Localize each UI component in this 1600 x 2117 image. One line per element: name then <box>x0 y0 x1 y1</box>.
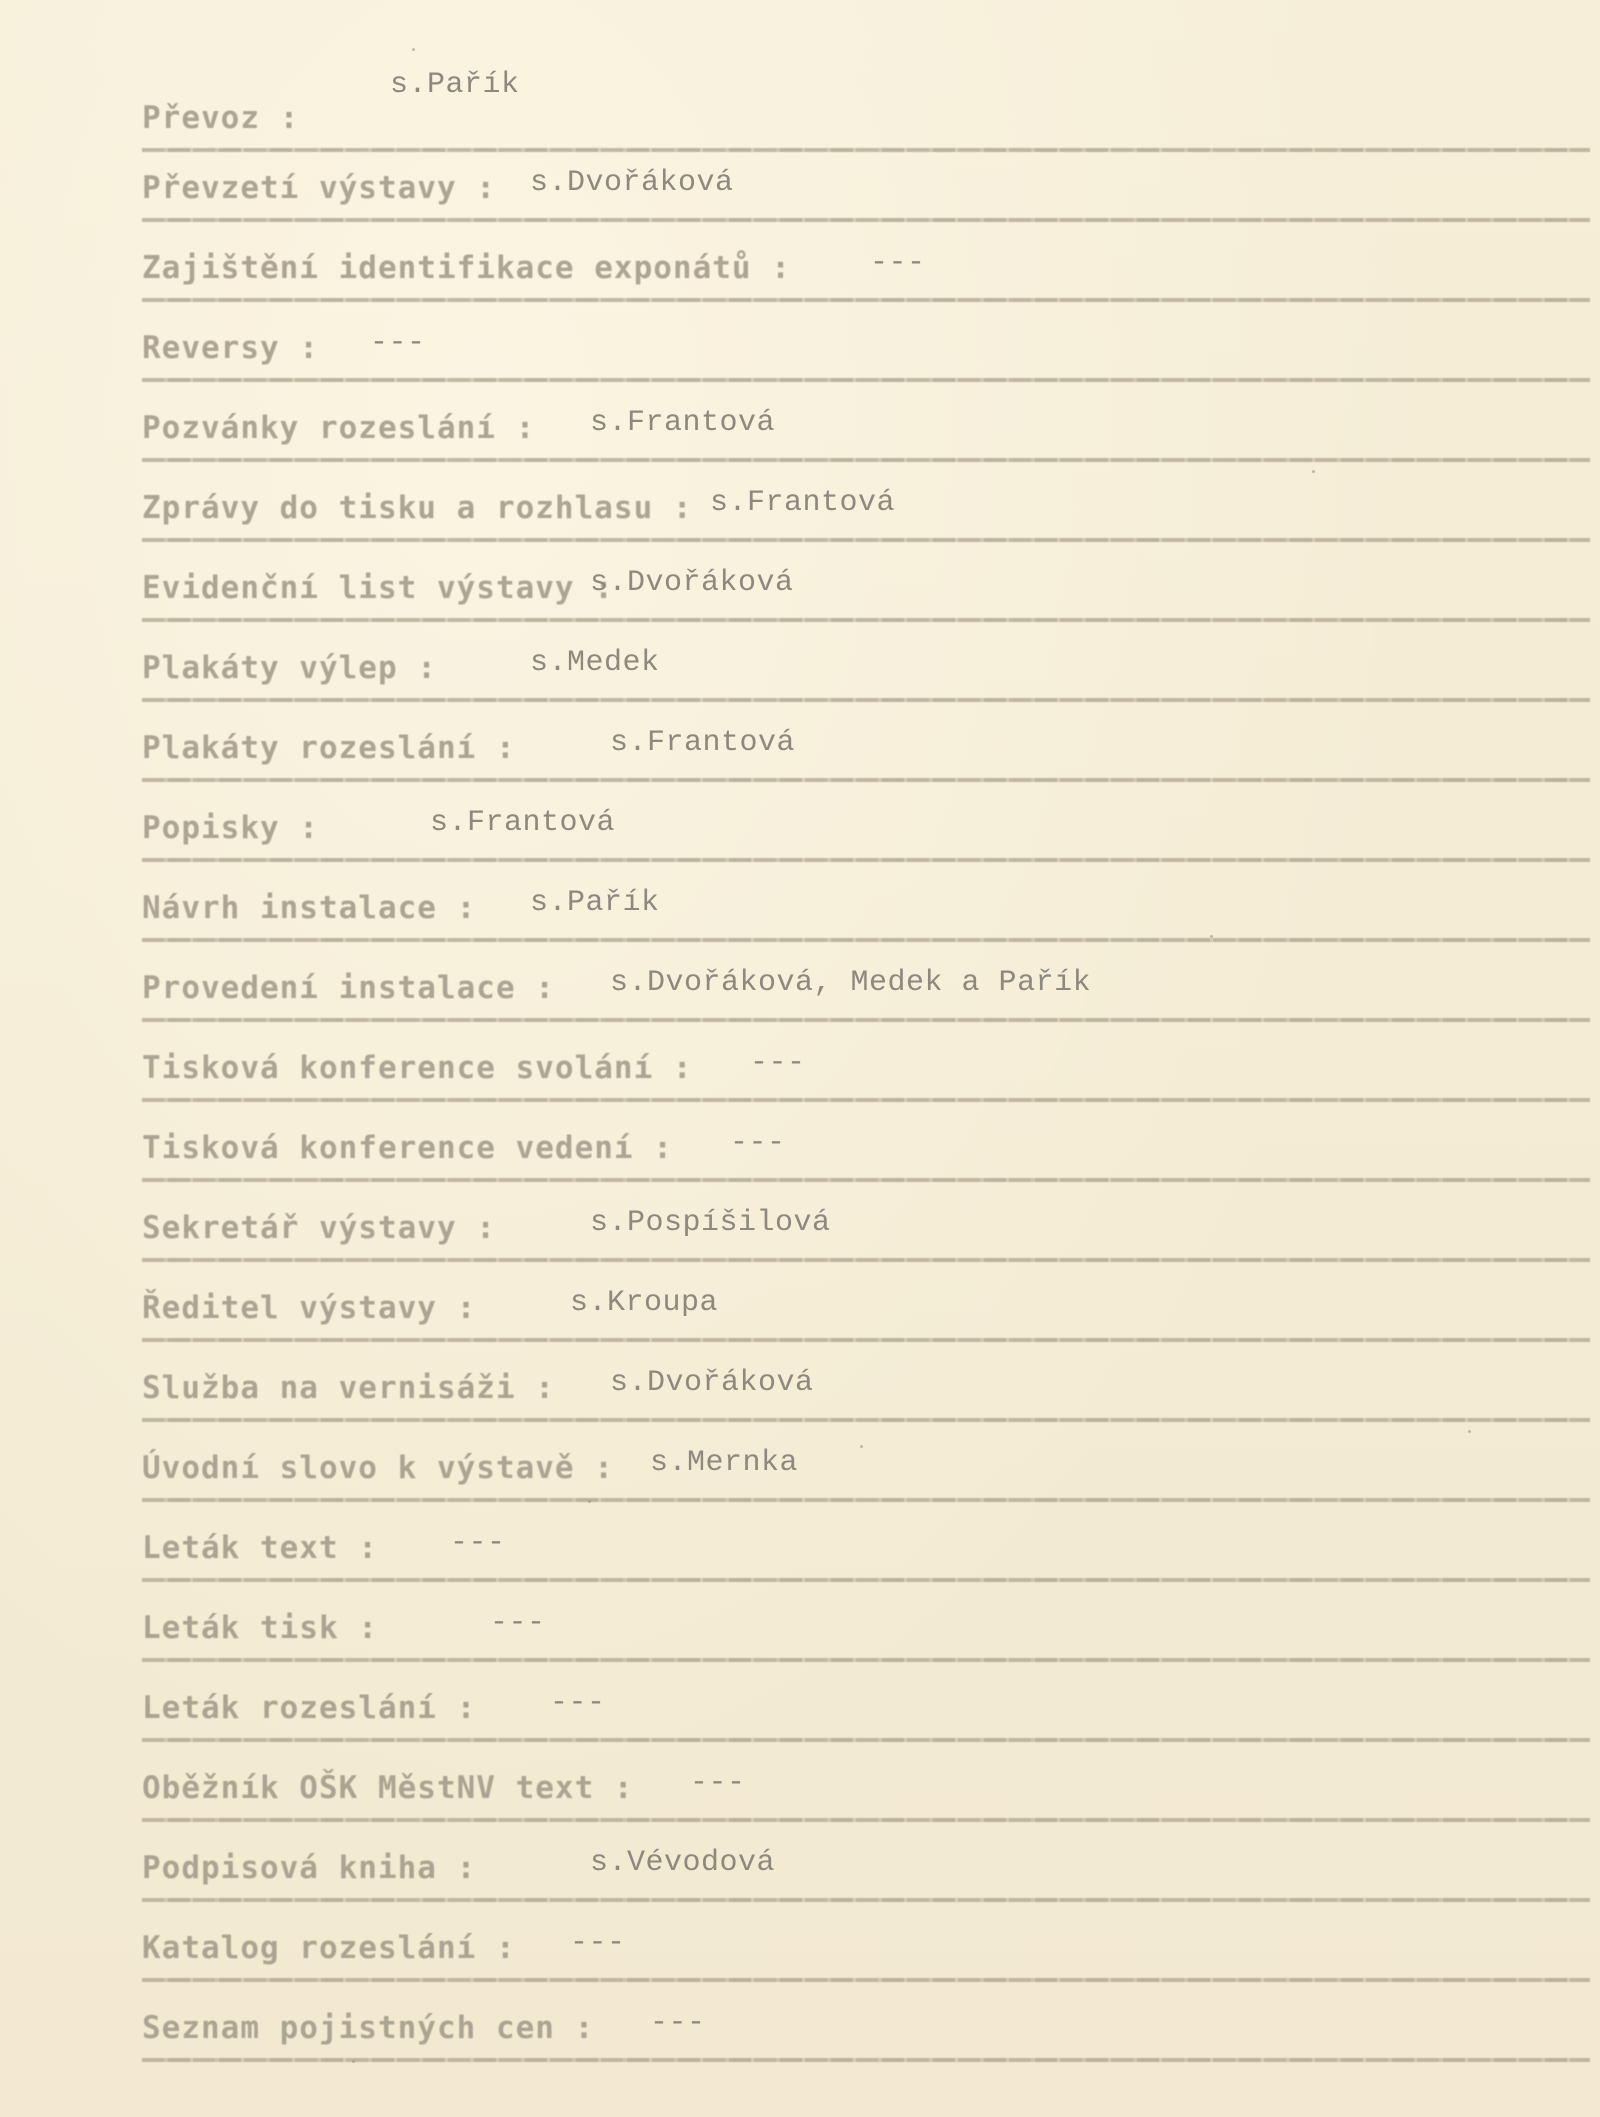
field-value: --- <box>730 1126 786 1160</box>
paper-speck <box>1468 1430 1471 1433</box>
field-label: Tisková konference svolání : <box>142 1050 693 1086</box>
field-row <box>0 646 1600 730</box>
underline-rule <box>142 378 1590 382</box>
field-row <box>0 326 1600 410</box>
field-value: s.Pařík <box>390 68 520 102</box>
field-label: Zprávy do tisku a rozhlasu : <box>142 490 693 526</box>
field-value: --- <box>690 1766 746 1800</box>
field-row <box>0 1686 1600 1770</box>
field-label: Tisková konference vedení : <box>142 1130 673 1166</box>
underline-rule <box>142 858 1590 862</box>
field-value: s.Kroupa <box>570 1286 719 1320</box>
underline-rule <box>142 1098 1590 1102</box>
field-label: Evidenční list výstavy : <box>142 570 614 606</box>
field-value: s.Dvořáková <box>610 1366 814 1400</box>
field-value: s.Frantová <box>610 726 796 760</box>
field-row <box>0 2006 1600 2090</box>
field-row <box>0 1766 1600 1850</box>
underline-rule <box>142 1578 1590 1582</box>
field-label: Reversy : <box>142 330 319 366</box>
field-value: s.Frantová <box>590 406 776 440</box>
underline-rule <box>142 1818 1590 1822</box>
field-value: s.Dvořáková <box>590 566 794 600</box>
field-value: --- <box>550 1686 606 1720</box>
underline-rule <box>142 1738 1590 1742</box>
field-row <box>0 486 1600 570</box>
underline-rule <box>142 778 1590 782</box>
field-row <box>0 406 1600 490</box>
field-row <box>0 1606 1600 1690</box>
field-label: Návrh instalace : <box>142 890 477 926</box>
field-value: --- <box>650 2006 706 2040</box>
field-row <box>0 1286 1600 1370</box>
field-label: Provedení instalace : <box>142 970 555 1006</box>
field-value: --- <box>750 1046 806 1080</box>
field-row <box>0 1926 1600 2010</box>
underline-rule <box>142 1498 1590 1502</box>
field-label: Převoz : <box>142 100 300 136</box>
field-value: --- <box>370 326 426 360</box>
field-label: Oběžník OŠK MěstNV text : <box>142 1770 634 1806</box>
field-label: Leták tisk : <box>142 1610 378 1646</box>
field-label: Plakáty výlep : <box>142 650 437 686</box>
underline-rule <box>142 618 1590 622</box>
field-label: Plakáty rozeslání : <box>142 730 516 766</box>
field-row <box>0 566 1600 650</box>
field-row <box>0 166 1600 250</box>
field-value: s.Frantová <box>430 806 616 840</box>
field-row <box>0 1846 1600 1930</box>
paper-speck <box>1312 470 1315 473</box>
field-row <box>0 68 1600 180</box>
field-value: s.Pařík <box>530 886 660 920</box>
underline-rule <box>142 298 1590 302</box>
field-label: Sekretář výstavy : <box>142 1210 496 1246</box>
field-row <box>0 1126 1600 1210</box>
paper-speck <box>412 48 415 51</box>
field-label: Služba na vernisáži : <box>142 1370 555 1406</box>
underline-rule <box>142 1898 1590 1902</box>
field-value: --- <box>490 1606 546 1640</box>
underline-rule <box>142 1978 1590 1982</box>
field-label: Seznam pojistných cen : <box>142 2010 595 2046</box>
underline-rule <box>142 938 1590 942</box>
field-value: s.Vévodová <box>590 1846 776 1880</box>
underline-rule <box>142 1018 1590 1022</box>
field-row <box>0 726 1600 810</box>
field-value: s.Frantová <box>710 486 896 520</box>
field-label: Úvodní slovo k výstavě : <box>142 1450 614 1486</box>
underline-rule <box>142 538 1590 542</box>
field-value: s.Dvořáková <box>530 166 734 200</box>
field-label: Podpisová kniha : <box>142 1850 477 1886</box>
underline-rule <box>142 1418 1590 1422</box>
field-label: Katalog rozeslání : <box>142 1930 516 1966</box>
underline-rule <box>142 458 1590 462</box>
field-value: s.Pospíšilová <box>590 1206 831 1240</box>
field-row <box>0 1206 1600 1290</box>
field-row <box>0 1526 1600 1610</box>
paper-speck <box>352 2060 355 2063</box>
field-row <box>0 886 1600 970</box>
field-label: Leták rozeslání : <box>142 1690 477 1726</box>
field-row <box>0 246 1600 330</box>
field-value: --- <box>570 1926 626 1960</box>
underline-rule <box>142 1258 1590 1262</box>
underline-rule <box>142 1338 1590 1342</box>
field-value: --- <box>450 1526 506 1560</box>
paper-speck <box>1210 935 1213 938</box>
field-row <box>0 1366 1600 1450</box>
field-label: Pozvánky rozeslání : <box>142 410 536 446</box>
field-label: Popisky : <box>142 810 319 846</box>
underline-rule <box>142 2058 1590 2062</box>
field-label: Převzetí výstavy : <box>142 170 496 206</box>
field-value: s.Medek <box>530 646 660 680</box>
field-row <box>0 1446 1600 1530</box>
underline-rule <box>142 698 1590 702</box>
underline-rule <box>142 1658 1590 1662</box>
field-value: --- <box>870 246 926 280</box>
field-label: Leták text : <box>142 1530 378 1566</box>
paper-speck <box>860 1445 863 1448</box>
field-value: s.Dvořáková, Medek a Pařík <box>610 966 1092 1000</box>
field-row <box>0 966 1600 1050</box>
paper-speck <box>588 1500 591 1503</box>
field-row <box>0 806 1600 890</box>
underline-rule <box>142 148 1590 152</box>
underline-rule <box>142 218 1590 222</box>
underline-rule <box>142 1178 1590 1182</box>
field-row <box>0 1046 1600 1130</box>
field-value: s.Mernka <box>650 1446 799 1480</box>
field-label: Zajištění identifikace exponátů : <box>142 250 791 286</box>
field-label: Ředitel výstavy : <box>142 1290 477 1326</box>
